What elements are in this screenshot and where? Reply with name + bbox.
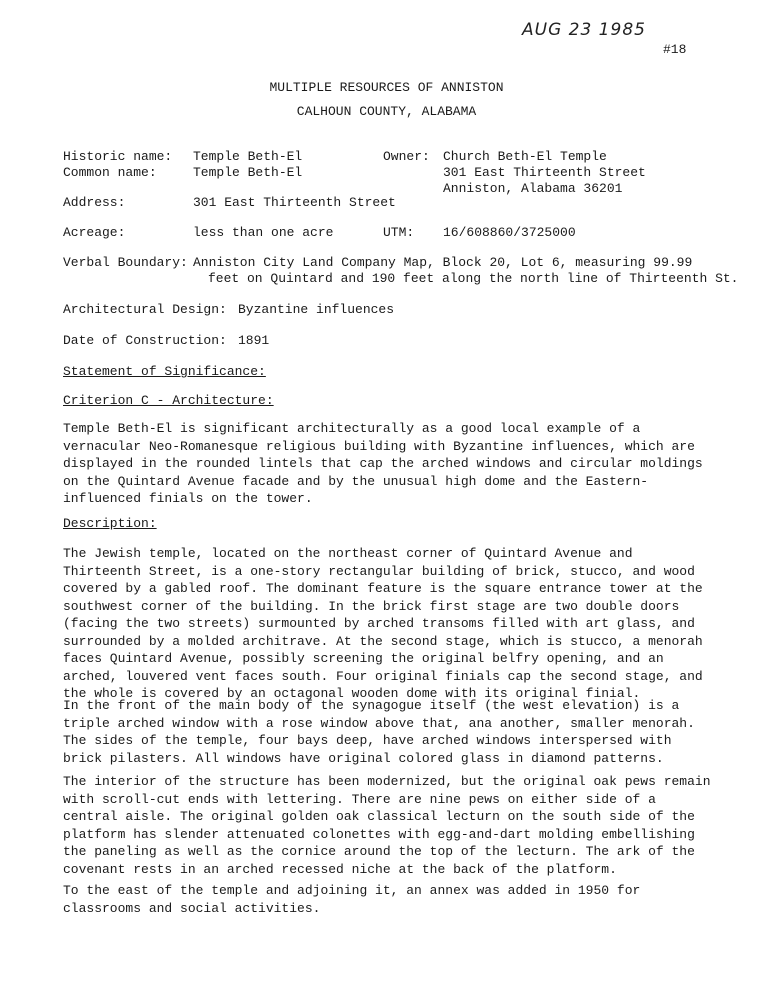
description-paragraph-2: In the front of the main body of the synagogue itself (the west elevation) is a triple arched window with a rose window above that, ana another, smaller menorah. The sides of the temple, four bays deep, have arched windows interspersed with brick pilasters. All windows have original colored glass in diamond patterns.	[63, 698, 695, 766]
significance-heading: Statement of Significance:	[63, 364, 266, 379]
date-stamp: AUG 23 1985	[522, 20, 646, 40]
owner-line-2: 301 East Thirteenth Street	[443, 165, 646, 180]
owner-label: Owner:	[383, 149, 430, 164]
utm-value: 16/608860/3725000	[443, 225, 576, 240]
acreage-label: Acreage:	[63, 225, 126, 240]
address-label: Address:	[63, 195, 126, 210]
document-subtitle: CALHOUN COUNTY, ALABAMA	[296, 104, 477, 119]
verbal-boundary-line-1: Anniston City Land Company Map, Block 20, Lot 6, measuring 99.99	[193, 255, 693, 270]
verbal-boundary-line-2: feet on Quintard and 190 feet along the north line of Thirteenth St.	[208, 271, 739, 286]
common-name-label: Common name:	[63, 165, 157, 180]
description-heading: Description:	[63, 516, 157, 531]
criterion-heading: Criterion C - Architecture:	[63, 393, 274, 408]
owner-line-3: Anniston, Alabama 36201	[443, 181, 623, 196]
verbal-boundary-label: Verbal Boundary:	[63, 255, 188, 270]
address-value: 301 East Thirteenth Street	[193, 195, 396, 210]
significance-paragraph: Temple Beth-El is significant architecturally as a good local example of a vernacular Neo-Romanesque religious building with Byzantine influences, which are displayed in the rounded lintels that cap the arched windows and circular moldings on the Quintard Avenue facade and by the unusual high dome and the Eastern-influenced finials on the tower.	[63, 421, 703, 506]
description-paragraph-3: The interior of the structure has been modernized, but the original oak pews remain with scroll-cut ends with lettering. There are nine pews on either side of a central aisle. The original golden oak classical lecturn on the south side of the platform has slender attenuated colonettes with egg-and-dart molding embellishing the paneling as well as the cornice around the top of the lecturn. The ark of the covenant rests in an arched recessed niche at the back of the platform.	[63, 774, 711, 877]
description-paragraph-4: To the east of the temple and adjoining it, an annex was added in 1950 for classrooms and social activities.	[63, 883, 641, 916]
page-number: #18	[663, 42, 687, 57]
historic-name-value: Temple Beth-El	[193, 149, 303, 164]
arch-design-label: Architectural Design:	[63, 302, 227, 317]
owner-line-1: Church Beth-El Temple	[443, 149, 607, 164]
date-label: Date of Construction:	[63, 333, 227, 348]
historic-name-label: Historic name:	[63, 149, 173, 164]
common-name-value: Temple Beth-El	[193, 165, 303, 180]
arch-design-value: Byzantine influences	[238, 302, 395, 317]
acreage-value: less than one acre	[193, 225, 334, 240]
utm-label: UTM:	[383, 225, 415, 240]
description-paragraph-1: The Jewish temple, located on the northeast corner of Quintard Avenue and Thirteenth Street, is a one-story rectangular building of brick, stucco, and wood covered by a gabled roof. The dominant feature is the square entrance tower at the southwest corner of the building. In the brick first stage are two double doors (facing the two streets) surmounted by arched transoms filled with art glass, and surrounded by a molded architrave. At the second stage, which is stucco, a menorah faces Quintard Avenue, possibly screening the original belfry opening, and an arched, louvered vent faces south. Four original finials cap the second stage, and the whole is covered by an octagonal wooden dome with its original finial.	[63, 546, 703, 701]
document-title: MULTIPLE RESOURCES OF ANNISTON	[269, 80, 504, 95]
date-value: 1891	[238, 333, 270, 348]
